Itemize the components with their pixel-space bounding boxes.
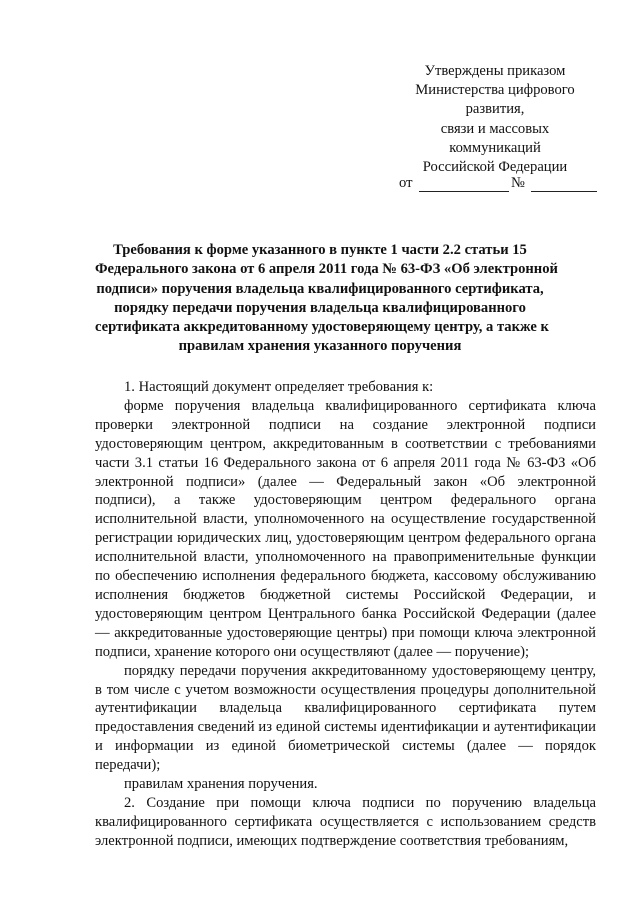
- order-number-blank: [531, 191, 597, 192]
- body-paragraph: форме поручения владельца квалифицированного сертификата ключа проверки электронной подписи на создание электронной подписи удостоверяющим центром, аккредитованным в соответствии с требованиями части 3.1 статьи 16 Федерального закона от 6 апреля 2011 года № 63-ФЗ «Об электронной подписи» (далее — Федеральный закон «Об электронной подписи), а также удостоверяющим центром федерального органа исполнительной власти, уполномоченного на осуществление государственной регистрации юридических лиц, удостоверяющим центром федерального органа исполнительной власти, уполномоченного на правоприменительные функции по обеспечению исполнения федерального бюджета, кассовому обслуживанию исполнения бюджетов бюджетной системы Российской Федерации, и удостоверяющим центром Центрального банка Российской Федерации (далее — аккредитованные удостоверяющие центры) при помощи ключа электронной подписи, хранение которого они осуществляют (далее — поручение);: [95, 397, 596, 660]
- approval-line: развития,: [465, 101, 525, 118]
- approval-line: коммуникаций: [449, 139, 541, 156]
- body-paragraph: порядку передачи поручения аккредитованному удостоверяющему центру, в том числе с учетом возможности осуществления процедуры дополнительной аутентификации владельца квалифицированного сертификата путем предоставления сведений из единой системы идентификации и аутентификации и информации из единой биометрической системы (далее — порядок передачи);: [95, 662, 596, 774]
- approval-line: Министерства цифрового: [415, 82, 575, 99]
- order-date-prefix: от: [399, 175, 413, 191]
- document-title: [95, 241, 558, 357]
- document-body: [95, 378, 596, 851]
- title-line: правилам хранения указанного поручения: [178, 338, 462, 355]
- title-line: Федерального закона от 6 апреля 2011 года № 63-ФЗ «Об электронной: [95, 261, 558, 278]
- approval-line: Утверждены приказом: [424, 63, 566, 79]
- body-paragraph: 1. Настоящий документ определяет требования к:: [124, 379, 434, 395]
- approval-line: связи и массовых: [440, 120, 550, 137]
- approval-block: [380, 62, 610, 177]
- title-line: подписи» поручения владельца квалифицированного сертификата,: [96, 280, 544, 297]
- order-number-prefix: №: [511, 175, 525, 191]
- order-date-blank: [419, 191, 509, 192]
- body-paragraph: 2. Создание при помощи ключа подписи по поручению владельца квалифицированного сертификата осуществляется с использованием средств электронной подписи, имеющих подтверждение соответствия требованиям,: [95, 794, 596, 849]
- approval-line: Российской Федерации: [422, 159, 568, 176]
- title-line: порядку передачи поручения владельца квалифицированного: [114, 299, 526, 316]
- title-line: сертификата аккредитованному удостоверяющему центру, а также к: [95, 319, 549, 336]
- title-line: Требования к форме указанного в пункте 1 части 2.2 статьи 15: [113, 242, 527, 258]
- body-paragraph: правилам хранения поручения.: [124, 776, 318, 793]
- order-date-number-line: [399, 175, 599, 197]
